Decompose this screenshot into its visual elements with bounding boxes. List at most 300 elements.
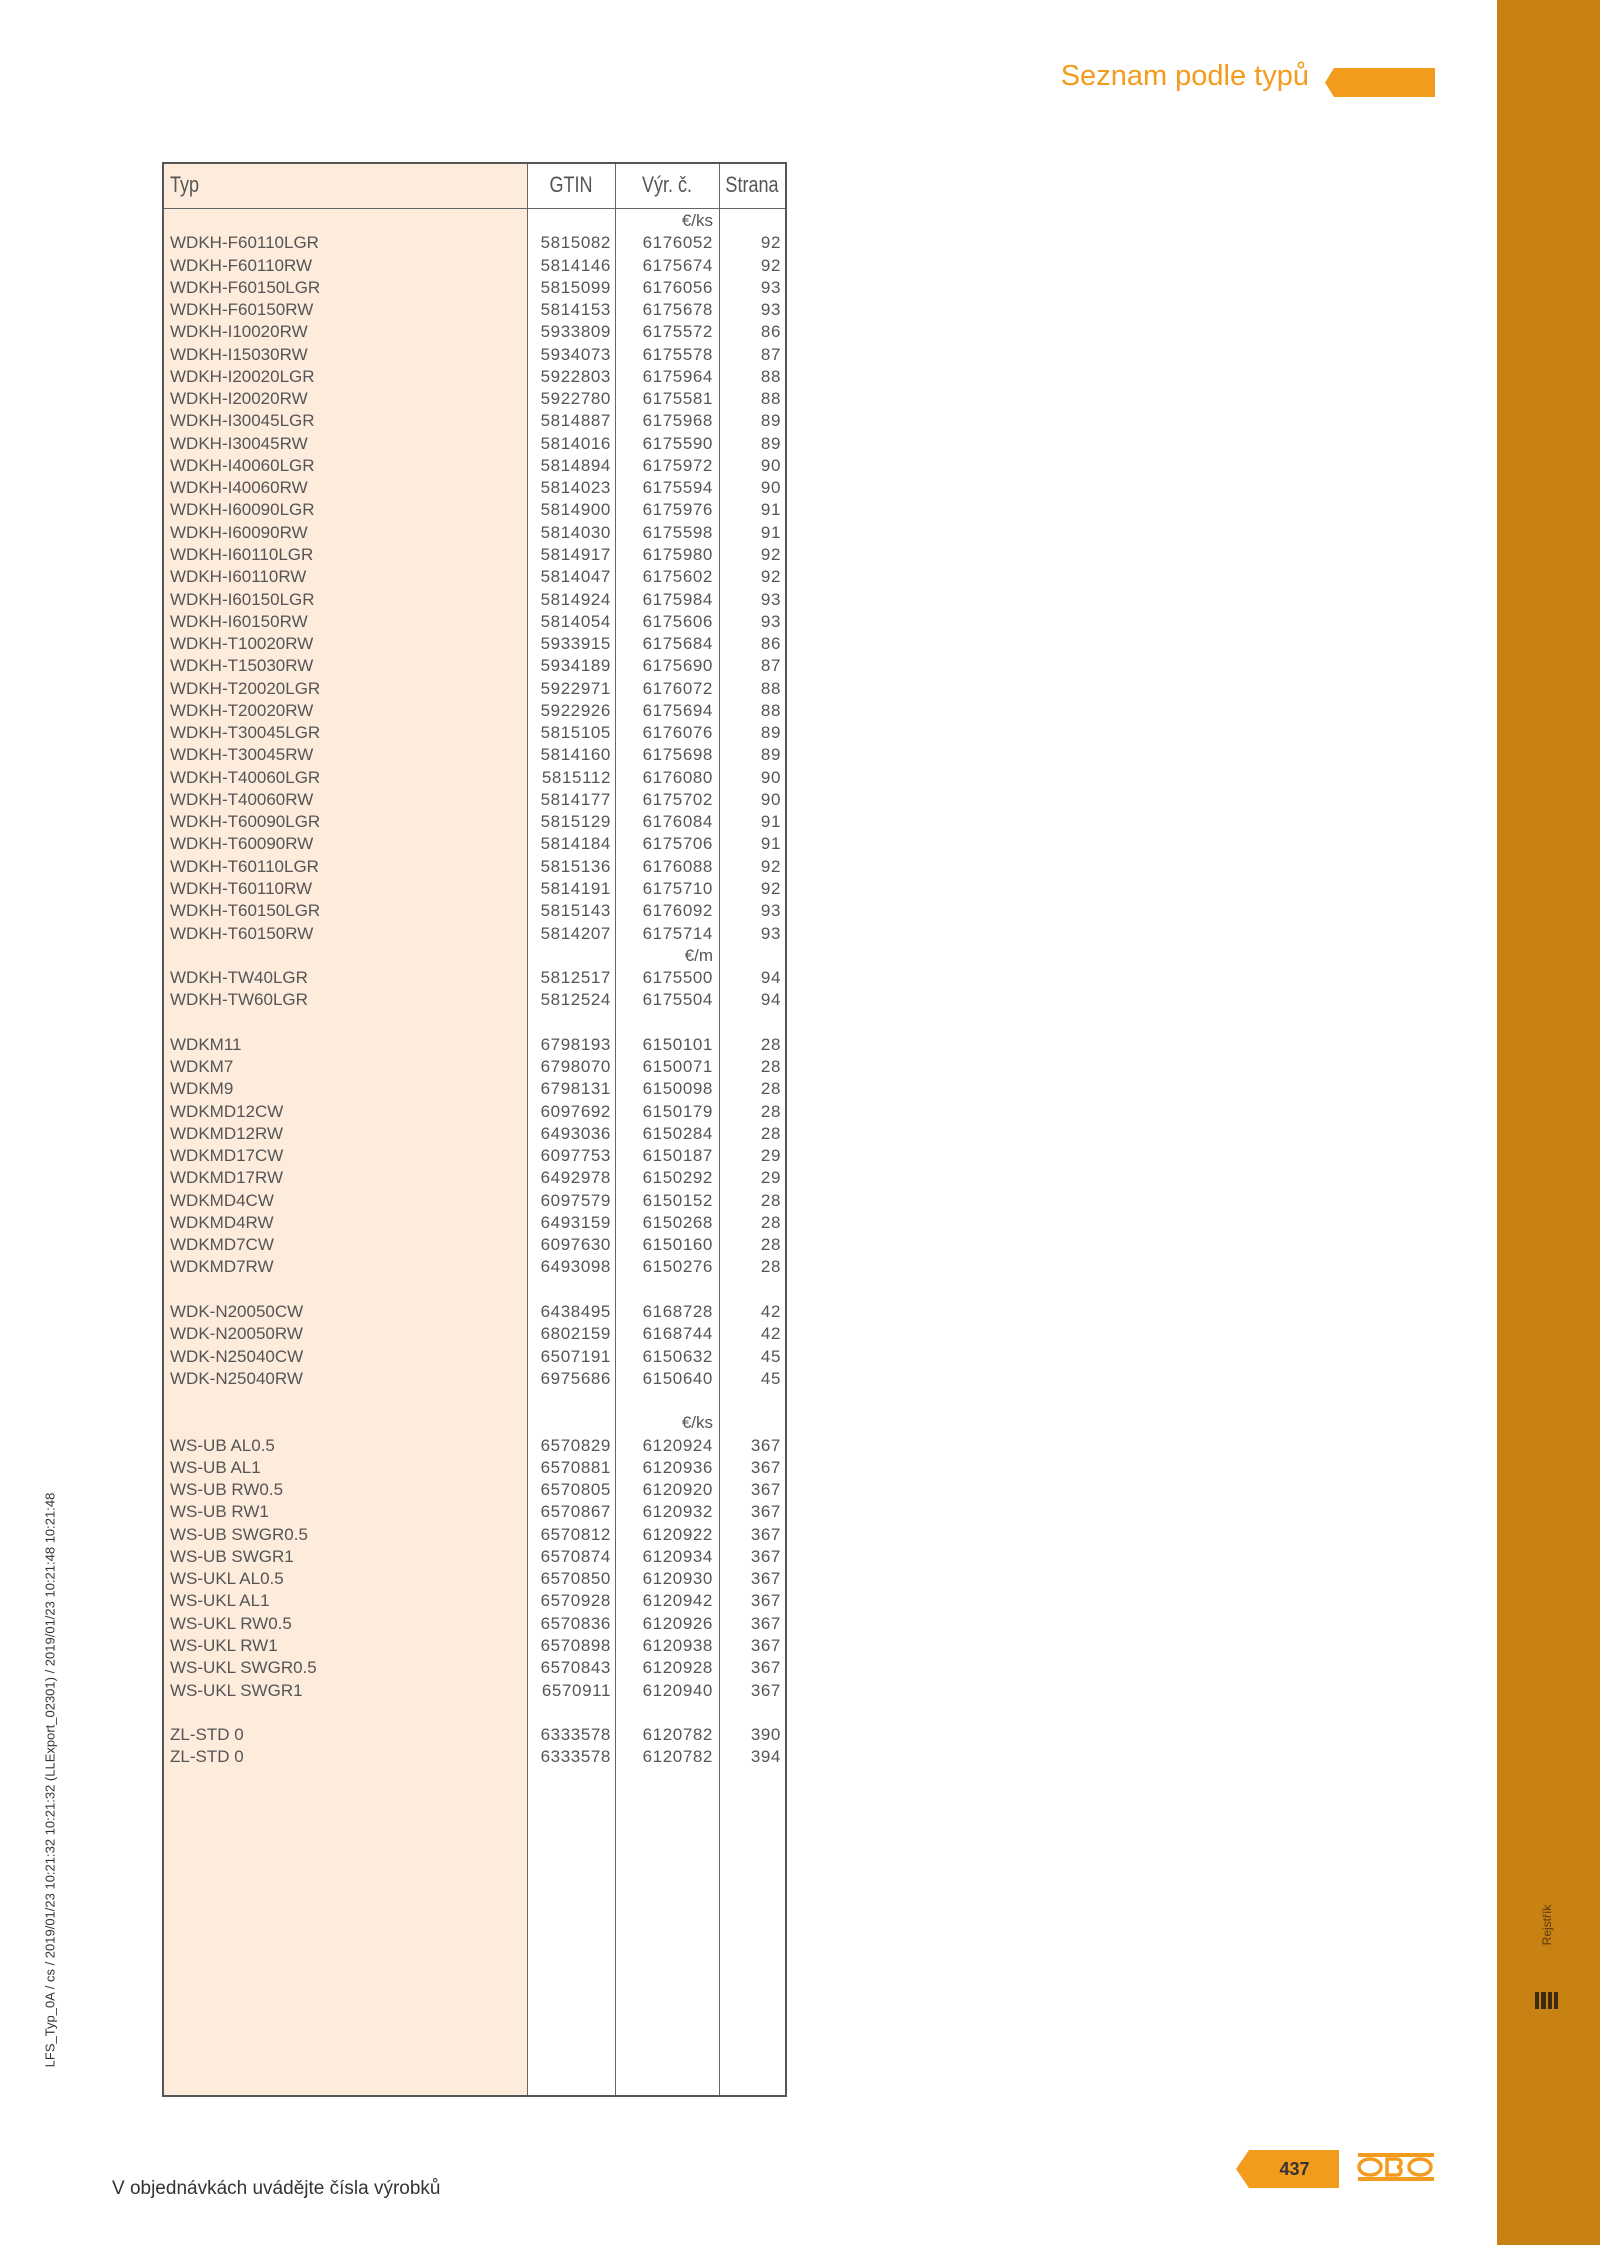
cell-typ: WDKH-F60150LGR — [170, 277, 321, 297]
table-row — [164, 1368, 785, 1390]
table-row — [164, 277, 785, 299]
cell-gtin: 6492978 — [540, 1168, 611, 1188]
table-row — [164, 455, 785, 477]
price-unit-label: €/ks — [681, 211, 713, 230]
cell-strana: 89 — [760, 433, 781, 453]
cell-strana: 28 — [760, 1057, 781, 1077]
obo-logo — [1357, 2151, 1435, 2183]
cell-strana: 91 — [760, 522, 781, 542]
cell-strana: 92 — [760, 567, 781, 587]
cell-typ: WDKH-T60150LGR — [170, 901, 321, 921]
column-header-typ: Typ — [170, 172, 200, 197]
cell-typ: WS-UKL AL1 — [170, 1591, 270, 1611]
cell-gtin: 5933915 — [540, 634, 611, 654]
cell-typ: WS-UB AL0.5 — [170, 1435, 275, 1455]
cell-strana: 92 — [760, 544, 781, 564]
cell-vyr: 6150292 — [642, 1168, 713, 1188]
cell-vyr: 6175690 — [642, 656, 713, 676]
cell-strana: 42 — [760, 1302, 781, 1322]
cell-typ: WDKH-I60090LGR — [170, 500, 315, 520]
cell-vyr: 6168728 — [642, 1302, 713, 1322]
cell-vyr: 6150284 — [642, 1123, 713, 1143]
cell-strana: 86 — [760, 322, 781, 342]
table-row — [164, 678, 785, 700]
cell-vyr: 6175594 — [642, 478, 713, 498]
footer-note: V objednávkách uvádějte čísla výrobků — [112, 2178, 441, 2199]
cell-typ: WS-UKL RW0.5 — [170, 1613, 292, 1633]
cell-gtin: 5815112 — [541, 767, 611, 787]
cell-strana: 93 — [760, 300, 781, 320]
cell-typ: WDKH-TW40LGR — [170, 968, 308, 988]
cell-typ: WDKH-T40060LGR — [170, 767, 321, 787]
cell-typ: WDKH-I20020LGR — [170, 366, 315, 386]
cell-typ: WDKMD7CW — [170, 1235, 274, 1255]
table-row — [164, 856, 785, 878]
cell-gtin: 6570867 — [540, 1502, 611, 1522]
price-unit-label: €/m — [684, 945, 713, 965]
cell-gtin: 5814917 — [540, 544, 611, 564]
cell-vyr: 6175678 — [642, 300, 713, 320]
table-row — [164, 1034, 785, 1056]
cell-strana: 87 — [760, 344, 781, 364]
cell-typ: WDKH-T15030RW — [170, 656, 314, 676]
table-row — [164, 967, 785, 989]
cell-vyr: 6175500 — [642, 968, 713, 988]
cell-gtin: 5815129 — [540, 812, 611, 832]
unit-row — [164, 945, 785, 967]
cell-vyr: 6175504 — [642, 990, 713, 1010]
table-row — [164, 1746, 785, 1768]
cell-gtin: 5815105 — [540, 723, 611, 743]
cell-vyr: 6175706 — [642, 834, 713, 854]
cell-vyr: 6120932 — [642, 1502, 713, 1522]
cell-vyr: 6175674 — [642, 255, 713, 275]
page-number: 437 — [1279, 2159, 1310, 2179]
cell-vyr: 6175694 — [642, 700, 713, 720]
cell-strana: 90 — [760, 478, 781, 498]
table-row — [164, 1524, 785, 1546]
table-row — [164, 366, 785, 388]
cell-typ: WDKH-T60090RW — [170, 834, 314, 854]
cell-strana: 91 — [760, 812, 781, 832]
table-row — [164, 1590, 785, 1612]
cell-gtin: 6570850 — [540, 1569, 611, 1589]
table-row — [164, 232, 785, 254]
table-row — [164, 388, 785, 410]
cell-vyr: 6150276 — [642, 1257, 713, 1277]
cell-gtin: 5815082 — [540, 233, 611, 253]
cell-typ: WDKMD12CW — [170, 1101, 284, 1121]
cell-typ: WDK-N20050RW — [170, 1324, 303, 1344]
cell-vyr: 6176088 — [642, 856, 713, 876]
cell-typ: WDKH-F60110RW — [170, 255, 313, 275]
table-row — [164, 1323, 785, 1345]
table-row — [164, 1657, 785, 1679]
cell-gtin: 6493098 — [540, 1257, 611, 1277]
table-row — [164, 900, 785, 922]
page-title: Seznam podle typů — [1060, 60, 1309, 92]
cell-gtin: 5934073 — [540, 344, 611, 364]
table-row — [164, 1613, 785, 1635]
cell-vyr: 6150268 — [642, 1212, 713, 1232]
cell-gtin: 6438495 — [540, 1302, 611, 1322]
cell-gtin: 6570881 — [540, 1457, 611, 1477]
cell-strana: 367 — [750, 1569, 781, 1589]
cell-gtin: 6097630 — [540, 1235, 611, 1255]
cell-gtin: 6493036 — [540, 1123, 611, 1143]
header-tab-marker — [1325, 68, 1435, 97]
cell-gtin: 6798131 — [540, 1079, 611, 1099]
cell-typ: WDKMD4CW — [170, 1190, 274, 1210]
cell-typ: WDKH-I30045RW — [170, 433, 308, 453]
cell-typ: WDK-N20050CW — [170, 1302, 304, 1322]
cell-strana: 367 — [750, 1480, 781, 1500]
cell-typ: WDKH-T40060RW — [170, 789, 314, 809]
cell-vyr: 6175590 — [642, 433, 713, 453]
column-header-gtin: GTIN — [549, 172, 593, 197]
cell-typ: WDKH-T60150RW — [170, 923, 314, 943]
table-row — [164, 1680, 785, 1702]
cell-strana: 92 — [760, 856, 781, 876]
cell-strana: 93 — [760, 589, 781, 609]
cell-vyr: 6175684 — [642, 634, 713, 654]
cell-gtin: 5814894 — [540, 455, 611, 475]
cell-typ: WS-UB SWGR0.5 — [170, 1524, 308, 1544]
cell-vyr: 6175980 — [642, 544, 713, 564]
cell-typ: WDKH-T60090LGR — [170, 812, 321, 832]
cell-typ: WDKMD4RW — [170, 1212, 274, 1232]
cell-vyr: 6150160 — [642, 1235, 713, 1255]
table-row — [164, 321, 785, 343]
cell-strana: 89 — [760, 745, 781, 765]
sidebar-section-label: Rejstřík — [1540, 1904, 1554, 1946]
cell-strana: 28 — [760, 1235, 781, 1255]
cell-strana: 28 — [760, 1034, 781, 1054]
cell-strana: 29 — [760, 1168, 781, 1188]
cell-strana: 367 — [750, 1435, 781, 1455]
cell-gtin: 6097579 — [540, 1190, 611, 1210]
table-row — [164, 566, 785, 588]
cell-typ: WDKH-I60110LGR — [170, 544, 314, 564]
cell-gtin: 5814153 — [540, 300, 611, 320]
cell-strana: 367 — [750, 1502, 781, 1522]
table-row — [164, 811, 785, 833]
cell-vyr: 6176052 — [642, 233, 713, 253]
cell-vyr: 6175984 — [642, 589, 713, 609]
cell-vyr: 6120782 — [642, 1725, 713, 1745]
cell-vyr: 6175702 — [642, 789, 713, 809]
cell-typ: WDKH-I60090RW — [170, 522, 308, 542]
cell-typ: WDKH-I40060RW — [170, 478, 308, 498]
table-row — [164, 1724, 785, 1746]
cell-typ: WS-UKL AL0.5 — [170, 1569, 284, 1589]
cell-vyr: 6175964 — [642, 366, 713, 386]
cell-typ: WDKMD17CW — [170, 1146, 284, 1166]
cell-strana: 93 — [760, 901, 781, 921]
cell-gtin: 5814030 — [540, 522, 611, 542]
table-row — [164, 1635, 785, 1657]
cell-vyr: 6120942 — [642, 1591, 713, 1611]
cell-typ: WDKH-T60110LGR — [170, 856, 319, 876]
cell-vyr: 6150098 — [642, 1079, 713, 1099]
table-row — [164, 1479, 785, 1501]
cell-gtin: 5812524 — [540, 990, 611, 1010]
cell-typ: WS-UB SWGR1 — [170, 1546, 294, 1566]
cell-strana: 87 — [760, 656, 781, 676]
cell-strana: 92 — [760, 233, 781, 253]
table-row — [164, 1501, 785, 1523]
table-row — [164, 1190, 785, 1212]
table-row — [164, 1346, 785, 1368]
cell-gtin: 6507191 — [540, 1346, 611, 1366]
cell-strana: 94 — [760, 968, 781, 988]
cell-gtin: 6798193 — [540, 1034, 611, 1054]
cell-typ: WS-UB RW0.5 — [170, 1480, 284, 1500]
cell-gtin: 5815143 — [540, 901, 611, 921]
cell-strana: 45 — [760, 1346, 781, 1366]
cell-strana: 92 — [760, 255, 781, 275]
cell-vyr: 6120928 — [642, 1658, 713, 1678]
table-row — [164, 1301, 785, 1323]
cell-typ: WDKH-T30045RW — [170, 745, 314, 765]
cell-vyr: 6120920 — [642, 1480, 713, 1500]
cell-gtin: 6570928 — [540, 1591, 611, 1611]
cell-gtin: 6333578 — [540, 1725, 611, 1745]
table-row — [164, 633, 785, 655]
table-row — [164, 767, 785, 789]
table-row — [164, 700, 785, 722]
cell-vyr: 6150632 — [642, 1346, 713, 1366]
cell-vyr: 6168744 — [642, 1324, 713, 1344]
table-row — [164, 655, 785, 677]
cell-gtin: 6802159 — [540, 1324, 611, 1344]
cell-strana: 90 — [760, 767, 781, 787]
cell-vyr: 6176080 — [642, 767, 713, 787]
cell-gtin: 5814146 — [540, 255, 611, 275]
cell-vyr: 6120938 — [642, 1636, 713, 1655]
cell-gtin: 5922803 — [540, 366, 611, 386]
cell-strana: 28 — [760, 1123, 781, 1143]
cell-vyr: 6150179 — [642, 1101, 713, 1121]
cell-vyr: 6120782 — [642, 1747, 713, 1767]
cell-strana: 88 — [760, 366, 781, 386]
cell-vyr: 6120934 — [642, 1546, 713, 1566]
cell-strana: 88 — [760, 678, 781, 698]
table-row — [164, 477, 785, 499]
cell-strana: 28 — [760, 1079, 781, 1099]
cell-vyr: 6175972 — [642, 455, 713, 475]
cell-strana: 367 — [750, 1636, 781, 1655]
cell-gtin: 6975686 — [540, 1368, 611, 1388]
table-body — [164, 210, 785, 1769]
cell-gtin: 5814207 — [540, 923, 611, 943]
cell-vyr: 6150187 — [642, 1146, 713, 1166]
cell-typ: WDKH-F60110LGR — [170, 233, 319, 253]
cell-vyr: 6175976 — [642, 500, 713, 520]
table-row — [164, 1167, 785, 1189]
table-row — [164, 611, 785, 633]
cell-vyr: 6120924 — [642, 1435, 713, 1455]
table-row — [164, 989, 785, 1011]
cell-gtin: 5922926 — [540, 700, 611, 720]
cell-vyr: 6120930 — [642, 1569, 713, 1589]
cell-gtin: 6570805 — [540, 1480, 611, 1500]
cell-gtin: 5814191 — [540, 878, 611, 898]
cell-gtin: 5815136 — [540, 856, 611, 876]
cell-gtin: 6333578 — [540, 1747, 611, 1767]
cell-vyr: 6120936 — [642, 1457, 713, 1477]
print-metadata: LFS_Typ_0A / cs / 2019/01/23 10:21:32 10:21:32 (LLExport_02301) / 2019/01/23 10:21:48 10:21:48 — [42, 1492, 58, 2068]
cell-gtin: 6493159 — [540, 1212, 611, 1232]
table-row — [164, 878, 785, 900]
cell-strana: 28 — [760, 1101, 781, 1121]
cell-gtin: 6570836 — [540, 1613, 611, 1633]
cell-vyr: 6120926 — [642, 1613, 713, 1633]
column-header-strana: Strana — [725, 172, 779, 197]
cell-typ: WDKH-I30045LGR — [170, 411, 315, 431]
cell-gtin: 5933809 — [540, 322, 611, 342]
cell-strana: 93 — [760, 611, 781, 631]
cell-gtin: 5814177 — [540, 789, 611, 809]
cell-gtin: 6570812 — [540, 1524, 611, 1544]
cell-gtin: 5814887 — [540, 411, 611, 431]
cell-typ: WDKH-T30045LGR — [170, 723, 321, 743]
table-row — [164, 833, 785, 855]
table-row — [164, 1457, 785, 1479]
cell-typ: WDKMD17RW — [170, 1168, 284, 1188]
cell-gtin: 5814054 — [540, 611, 611, 631]
cell-gtin: 5814900 — [540, 500, 611, 520]
table-row — [164, 544, 785, 566]
cell-strana: 93 — [760, 277, 781, 297]
cell-typ: WS-UKL SWGR1 — [170, 1680, 303, 1700]
cell-strana: 91 — [760, 500, 781, 520]
cell-strana: 367 — [750, 1524, 781, 1544]
cell-typ: WDKH-I20020RW — [170, 389, 308, 409]
cell-vyr: 6175606 — [642, 611, 713, 631]
spacer-row — [164, 1279, 785, 1301]
header-divider — [164, 208, 785, 209]
cell-gtin: 5812517 — [540, 968, 611, 988]
table-row — [164, 1078, 785, 1100]
cell-gtin: 6570843 — [540, 1658, 611, 1678]
cell-strana: 91 — [760, 834, 781, 854]
cell-typ: ZL-STD 0 — [170, 1747, 244, 1767]
cell-strana: 88 — [760, 700, 781, 720]
cell-vyr: 6176076 — [642, 723, 713, 743]
cell-strana: 93 — [760, 923, 781, 943]
table-row — [164, 1568, 785, 1590]
table-row — [164, 522, 785, 544]
cell-vyr: 6175578 — [642, 344, 713, 364]
table-row — [164, 589, 785, 611]
table-row — [164, 433, 785, 455]
cell-typ: WDK-N25040RW — [170, 1368, 303, 1388]
cell-strana: 88 — [760, 389, 781, 409]
cell-strana: 367 — [750, 1591, 781, 1611]
cell-strana: 367 — [750, 1658, 781, 1678]
cell-gtin: 5934189 — [540, 656, 611, 676]
cell-vyr: 6175602 — [642, 567, 713, 587]
cell-strana: 90 — [760, 455, 781, 475]
cell-vyr: 6176084 — [642, 812, 713, 832]
spacer-row — [164, 1012, 785, 1034]
table-row — [164, 1234, 785, 1256]
table-row — [164, 1256, 785, 1278]
cell-strana: 92 — [760, 878, 781, 898]
cell-strana: 29 — [760, 1146, 781, 1166]
cell-vyr: 6175698 — [642, 745, 713, 765]
cell-strana: 394 — [750, 1747, 781, 1767]
cell-typ: WDK-N25040CW — [170, 1346, 304, 1366]
cell-typ: WDKH-T60110RW — [170, 878, 313, 898]
type-index-table — [162, 162, 787, 2097]
cell-vyr: 6175714 — [642, 923, 713, 943]
cell-vyr: 6150071 — [642, 1057, 713, 1077]
cell-vyr: 6120940 — [642, 1680, 713, 1700]
cell-typ: WDKH-T10020RW — [170, 634, 314, 654]
cell-typ: WDKH-I60150LGR — [170, 589, 315, 609]
table-row — [164, 1145, 785, 1167]
table-row — [164, 344, 785, 366]
cell-strana: 367 — [750, 1613, 781, 1633]
spacer-row — [164, 1702, 785, 1724]
cell-vyr: 6175968 — [642, 411, 713, 431]
cell-strana: 94 — [760, 990, 781, 1010]
column-header-vyr: Výr. č. — [641, 172, 693, 197]
cell-gtin: 6097753 — [540, 1146, 611, 1166]
cell-strana: 89 — [760, 411, 781, 431]
cell-vyr: 6176092 — [642, 901, 713, 921]
cell-typ: WDKMD7RW — [170, 1257, 274, 1277]
cell-typ: WDKH-T20020LGR — [170, 678, 321, 698]
cell-vyr: 6150640 — [642, 1368, 713, 1388]
cell-vyr: 6150101 — [642, 1034, 713, 1054]
unit-row — [164, 210, 785, 232]
cell-gtin: 5922780 — [540, 389, 611, 409]
table-row — [164, 1056, 785, 1078]
cell-gtin: 6570911 — [541, 1680, 611, 1700]
table-row — [164, 410, 785, 432]
cell-strana: 42 — [760, 1324, 781, 1344]
cell-typ: WS-UKL RW1 — [170, 1636, 278, 1655]
cell-vyr: 6175710 — [642, 878, 713, 898]
cell-typ: WDKM7 — [170, 1057, 234, 1077]
cell-gtin: 5814047 — [540, 567, 611, 587]
price-unit-label: €/ks — [681, 1413, 713, 1433]
cell-gtin: 5814184 — [540, 834, 611, 854]
table-row — [164, 499, 785, 521]
cell-strana: 390 — [750, 1725, 781, 1745]
cell-typ: WDKMD12RW — [170, 1123, 284, 1143]
table-row — [164, 923, 785, 945]
cell-gtin: 5815099 — [540, 277, 611, 297]
cell-vyr: 6120922 — [642, 1524, 713, 1544]
spacer-row — [164, 1390, 785, 1412]
cell-typ: WDKH-T20020RW — [170, 700, 314, 720]
cell-vyr: 6176056 — [642, 277, 713, 297]
cell-gtin: 6570898 — [540, 1636, 611, 1655]
table-row — [164, 1123, 785, 1145]
cell-strana: 367 — [750, 1546, 781, 1566]
table-row — [164, 744, 785, 766]
cell-gtin: 6570829 — [540, 1435, 611, 1455]
cell-vyr: 6175598 — [642, 522, 713, 542]
cell-typ: WDKM11 — [170, 1034, 242, 1054]
cell-typ: WDKH-I60150RW — [170, 611, 308, 631]
cell-gtin: 6798070 — [540, 1057, 611, 1077]
cell-strana: 28 — [760, 1212, 781, 1232]
